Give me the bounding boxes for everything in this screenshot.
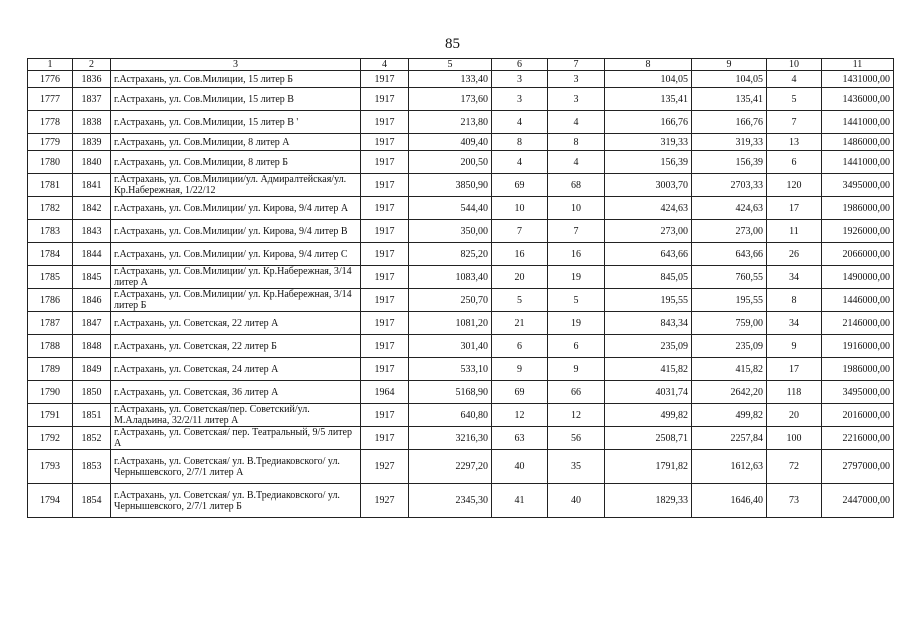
col8-cell: 273,00 xyxy=(605,220,692,243)
col6-cell: 20 xyxy=(492,266,548,289)
col9-cell: 424,63 xyxy=(692,197,767,220)
year-cell: 1917 xyxy=(361,174,409,197)
row-number-cell: 1794 xyxy=(28,484,73,518)
col10-cell: 6 xyxy=(767,151,822,174)
table-row xyxy=(28,243,894,266)
col10-cell: 26 xyxy=(767,243,822,266)
col9-cell: 156,39 xyxy=(692,151,767,174)
col9-cell: 1612,63 xyxy=(692,450,767,484)
address-cell: г.Астрахань, ул. Советская, 36 литер А xyxy=(111,381,361,404)
table-row xyxy=(28,88,894,111)
col9-cell: 759,00 xyxy=(692,312,767,335)
id-cell: 1850 xyxy=(73,381,111,404)
row-number-cell: 1783 xyxy=(28,220,73,243)
col7-cell: 4 xyxy=(548,151,605,174)
table-row xyxy=(28,151,894,174)
table-row xyxy=(28,404,894,427)
col10-cell: 17 xyxy=(767,358,822,381)
column-header: 10 xyxy=(767,59,822,71)
area-cell: 5168,90 xyxy=(409,381,492,404)
property-register-table xyxy=(27,58,894,518)
col10-cell: 7 xyxy=(767,111,822,134)
id-cell: 1847 xyxy=(73,312,111,335)
col10-cell: 13 xyxy=(767,134,822,151)
amount-cell: 1436000,00 xyxy=(822,88,894,111)
amount-cell: 3495000,00 xyxy=(822,174,894,197)
row-number-cell: 1789 xyxy=(28,358,73,381)
col9-cell: 2642,20 xyxy=(692,381,767,404)
row-number-cell: 1786 xyxy=(28,289,73,312)
col6-cell: 12 xyxy=(492,404,548,427)
table-row xyxy=(28,381,894,404)
col6-cell: 6 xyxy=(492,335,548,358)
col7-cell: 10 xyxy=(548,197,605,220)
column-number-header-row xyxy=(28,59,894,71)
id-cell: 1837 xyxy=(73,88,111,111)
col8-cell: 499,82 xyxy=(605,404,692,427)
col6-cell: 4 xyxy=(492,111,548,134)
area-cell: 350,00 xyxy=(409,220,492,243)
col8-cell: 156,39 xyxy=(605,151,692,174)
amount-cell: 1431000,00 xyxy=(822,71,894,88)
col7-cell: 3 xyxy=(548,88,605,111)
col7-cell: 12 xyxy=(548,404,605,427)
area-cell: 173,60 xyxy=(409,88,492,111)
row-number-cell: 1777 xyxy=(28,88,73,111)
column-header: 2 xyxy=(73,59,111,71)
col7-cell: 16 xyxy=(548,243,605,266)
row-number-cell: 1784 xyxy=(28,243,73,266)
col8-cell: 843,34 xyxy=(605,312,692,335)
address-cell: г.Астрахань, ул. Советская, 24 литер А xyxy=(111,358,361,381)
amount-cell: 1916000,00 xyxy=(822,335,894,358)
row-number-cell: 1778 xyxy=(28,111,73,134)
address-cell: г.Астрахань, ул. Советская, 22 литер Б xyxy=(111,335,361,358)
address-cell: г.Астрахань, ул. Сов.Милиции/ ул. Кр.Набережная, 3/14 литер А xyxy=(111,266,361,289)
col9-cell: 1646,40 xyxy=(692,484,767,518)
col6-cell: 69 xyxy=(492,381,548,404)
address-cell: г.Астрахань, ул. Сов.Милиции/ ул. Кирова, 9/4 литер А xyxy=(111,197,361,220)
col9-cell: 235,09 xyxy=(692,335,767,358)
area-cell: 250,70 xyxy=(409,289,492,312)
col10-cell: 72 xyxy=(767,450,822,484)
col10-cell: 8 xyxy=(767,289,822,312)
col10-cell: 20 xyxy=(767,404,822,427)
col7-cell: 19 xyxy=(548,312,605,335)
table-row xyxy=(28,197,894,220)
col8-cell: 415,82 xyxy=(605,358,692,381)
col7-cell: 7 xyxy=(548,220,605,243)
col6-cell: 4 xyxy=(492,151,548,174)
col9-cell: 195,55 xyxy=(692,289,767,312)
amount-cell: 2797000,00 xyxy=(822,450,894,484)
area-cell: 533,10 xyxy=(409,358,492,381)
col9-cell: 415,82 xyxy=(692,358,767,381)
address-cell: г.Астрахань, ул. Сов.Милиции/ ул. Кирова, 9/4 литер В xyxy=(111,220,361,243)
area-cell: 213,80 xyxy=(409,111,492,134)
amount-cell: 1986000,00 xyxy=(822,197,894,220)
year-cell: 1927 xyxy=(361,484,409,518)
area-cell: 640,80 xyxy=(409,404,492,427)
table-row xyxy=(28,450,894,484)
id-cell: 1844 xyxy=(73,243,111,266)
table-row xyxy=(28,289,894,312)
col8-cell: 1791,82 xyxy=(605,450,692,484)
col8-cell: 2508,71 xyxy=(605,427,692,450)
col8-cell: 424,63 xyxy=(605,197,692,220)
year-cell: 1917 xyxy=(361,111,409,134)
table-row xyxy=(28,335,894,358)
col9-cell: 760,55 xyxy=(692,266,767,289)
row-number-cell: 1785 xyxy=(28,266,73,289)
col8-cell: 195,55 xyxy=(605,289,692,312)
area-cell: 1083,40 xyxy=(409,266,492,289)
address-cell: г.Астрахань, ул. Сов.Милиции, 15 литер В xyxy=(111,88,361,111)
year-cell: 1917 xyxy=(361,404,409,427)
column-header: 7 xyxy=(548,59,605,71)
amount-cell: 1986000,00 xyxy=(822,358,894,381)
id-cell: 1848 xyxy=(73,335,111,358)
address-cell: г.Астрахань, ул. Советская/ ул. В.Тредиаковского/ ул. Чернышевского, 2/7/1 литер Б xyxy=(111,484,361,518)
column-header: 5 xyxy=(409,59,492,71)
id-cell: 1839 xyxy=(73,134,111,151)
col7-cell: 40 xyxy=(548,484,605,518)
col8-cell: 104,05 xyxy=(605,71,692,88)
col7-cell: 9 xyxy=(548,358,605,381)
column-header: 11 xyxy=(822,59,894,71)
col7-cell: 6 xyxy=(548,335,605,358)
col6-cell: 21 xyxy=(492,312,548,335)
col7-cell: 35 xyxy=(548,450,605,484)
address-cell: г.Астрахань, ул. Сов.Милиции, 15 литер В ' xyxy=(111,111,361,134)
year-cell: 1964 xyxy=(361,381,409,404)
table-row xyxy=(28,220,894,243)
table-row xyxy=(28,111,894,134)
col8-cell: 166,76 xyxy=(605,111,692,134)
column-header: 4 xyxy=(361,59,409,71)
col6-cell: 9 xyxy=(492,358,548,381)
col10-cell: 11 xyxy=(767,220,822,243)
col10-cell: 120 xyxy=(767,174,822,197)
row-number-cell: 1792 xyxy=(28,427,73,450)
row-number-cell: 1791 xyxy=(28,404,73,427)
year-cell: 1917 xyxy=(361,134,409,151)
year-cell: 1917 xyxy=(361,220,409,243)
col6-cell: 69 xyxy=(492,174,548,197)
table-row xyxy=(28,427,894,450)
col6-cell: 3 xyxy=(492,71,548,88)
col8-cell: 4031,74 xyxy=(605,381,692,404)
col10-cell: 34 xyxy=(767,266,822,289)
column-header: 9 xyxy=(692,59,767,71)
col8-cell: 845,05 xyxy=(605,266,692,289)
col6-cell: 10 xyxy=(492,197,548,220)
id-cell: 1853 xyxy=(73,450,111,484)
row-number-cell: 1793 xyxy=(28,450,73,484)
col10-cell: 73 xyxy=(767,484,822,518)
col10-cell: 5 xyxy=(767,88,822,111)
area-cell: 409,40 xyxy=(409,134,492,151)
year-cell: 1917 xyxy=(361,312,409,335)
col7-cell: 19 xyxy=(548,266,605,289)
year-cell: 1917 xyxy=(361,88,409,111)
col6-cell: 3 xyxy=(492,88,548,111)
table-row xyxy=(28,174,894,197)
row-number-cell: 1776 xyxy=(28,71,73,88)
col9-cell: 319,33 xyxy=(692,134,767,151)
col9-cell: 643,66 xyxy=(692,243,767,266)
year-cell: 1917 xyxy=(361,197,409,220)
amount-cell: 2447000,00 xyxy=(822,484,894,518)
table-row xyxy=(28,312,894,335)
column-header: 8 xyxy=(605,59,692,71)
row-number-cell: 1779 xyxy=(28,134,73,151)
col8-cell: 235,09 xyxy=(605,335,692,358)
col10-cell: 34 xyxy=(767,312,822,335)
col9-cell: 273,00 xyxy=(692,220,767,243)
col7-cell: 4 xyxy=(548,111,605,134)
col7-cell: 68 xyxy=(548,174,605,197)
amount-cell: 2066000,00 xyxy=(822,243,894,266)
amount-cell: 2146000,00 xyxy=(822,312,894,335)
address-cell: г.Астрахань, ул. Сов.Милиции/ул. Адмиралтейская/ул. Кр.Набережная, 1/22/12 xyxy=(111,174,361,197)
area-cell: 3850,90 xyxy=(409,174,492,197)
id-cell: 1851 xyxy=(73,404,111,427)
address-cell: г.Астрахань, ул. Советская, 22 литер А xyxy=(111,312,361,335)
col9-cell: 135,41 xyxy=(692,88,767,111)
amount-cell: 1446000,00 xyxy=(822,289,894,312)
col8-cell: 1829,33 xyxy=(605,484,692,518)
id-cell: 1846 xyxy=(73,289,111,312)
id-cell: 1840 xyxy=(73,151,111,174)
col7-cell: 66 xyxy=(548,381,605,404)
area-cell: 2345,30 xyxy=(409,484,492,518)
table-row xyxy=(28,358,894,381)
id-cell: 1854 xyxy=(73,484,111,518)
year-cell: 1927 xyxy=(361,450,409,484)
col6-cell: 7 xyxy=(492,220,548,243)
area-cell: 2297,20 xyxy=(409,450,492,484)
row-number-cell: 1782 xyxy=(28,197,73,220)
id-cell: 1849 xyxy=(73,358,111,381)
register-body xyxy=(28,71,894,518)
id-cell: 1852 xyxy=(73,427,111,450)
col10-cell: 17 xyxy=(767,197,822,220)
amount-cell: 1441000,00 xyxy=(822,151,894,174)
id-cell: 1838 xyxy=(73,111,111,134)
area-cell: 301,40 xyxy=(409,335,492,358)
amount-cell: 1926000,00 xyxy=(822,220,894,243)
year-cell: 1917 xyxy=(361,427,409,450)
col6-cell: 16 xyxy=(492,243,548,266)
year-cell: 1917 xyxy=(361,151,409,174)
address-cell: г.Астрахань, ул. Советская/ пер. Театральный, 9/5 литер А xyxy=(111,427,361,450)
table-row xyxy=(28,484,894,518)
area-cell: 825,20 xyxy=(409,243,492,266)
row-number-cell: 1788 xyxy=(28,335,73,358)
col7-cell: 5 xyxy=(548,289,605,312)
amount-cell: 1486000,00 xyxy=(822,134,894,151)
address-cell: г.Астрахань, ул. Сов.Милиции, 8 литер А xyxy=(111,134,361,151)
col8-cell: 319,33 xyxy=(605,134,692,151)
table-row xyxy=(28,71,894,88)
address-cell: г.Астрахань, ул. Советская/ ул. В.Тредиаковского/ ул. Чернышевского, 2/7/1 литер А xyxy=(111,450,361,484)
id-cell: 1843 xyxy=(73,220,111,243)
col8-cell: 135,41 xyxy=(605,88,692,111)
area-cell: 133,40 xyxy=(409,71,492,88)
page-number: 85 xyxy=(445,36,460,52)
amount-cell: 3495000,00 xyxy=(822,381,894,404)
amount-cell: 2016000,00 xyxy=(822,404,894,427)
amount-cell: 1441000,00 xyxy=(822,111,894,134)
address-cell: г.Астрахань, ул. Сов.Милиции, 8 литер Б xyxy=(111,151,361,174)
area-cell: 1081,20 xyxy=(409,312,492,335)
year-cell: 1917 xyxy=(361,243,409,266)
address-cell: г.Астрахань, ул. Сов.Милиции/ ул. Кирова, 9/4 литер С xyxy=(111,243,361,266)
table-row xyxy=(28,134,894,151)
id-cell: 1836 xyxy=(73,71,111,88)
col6-cell: 8 xyxy=(492,134,548,151)
area-cell: 3216,30 xyxy=(409,427,492,450)
area-cell: 200,50 xyxy=(409,151,492,174)
col7-cell: 56 xyxy=(548,427,605,450)
column-header: 1 xyxy=(28,59,73,71)
col10-cell: 4 xyxy=(767,71,822,88)
year-cell: 1917 xyxy=(361,289,409,312)
col8-cell: 3003,70 xyxy=(605,174,692,197)
year-cell: 1917 xyxy=(361,266,409,289)
column-header: 6 xyxy=(492,59,548,71)
address-cell: г.Астрахань, ул. Советская/пер. Советский/ул. М.Аладьина, 32/2/11 литер А xyxy=(111,404,361,427)
id-cell: 1842 xyxy=(73,197,111,220)
row-number-cell: 1781 xyxy=(28,174,73,197)
id-cell: 1845 xyxy=(73,266,111,289)
col10-cell: 100 xyxy=(767,427,822,450)
address-cell: г.Астрахань, ул. Сов.Милиции, 15 литер Б xyxy=(111,71,361,88)
table-row xyxy=(28,266,894,289)
year-cell: 1917 xyxy=(361,335,409,358)
year-cell: 1917 xyxy=(361,71,409,88)
col9-cell: 2257,84 xyxy=(692,427,767,450)
amount-cell: 2216000,00 xyxy=(822,427,894,450)
col9-cell: 166,76 xyxy=(692,111,767,134)
amount-cell: 1490000,00 xyxy=(822,266,894,289)
col6-cell: 63 xyxy=(492,427,548,450)
col7-cell: 3 xyxy=(548,71,605,88)
col10-cell: 118 xyxy=(767,381,822,404)
id-cell: 1841 xyxy=(73,174,111,197)
col6-cell: 5 xyxy=(492,289,548,312)
col7-cell: 8 xyxy=(548,134,605,151)
col6-cell: 41 xyxy=(492,484,548,518)
row-number-cell: 1790 xyxy=(28,381,73,404)
col8-cell: 643,66 xyxy=(605,243,692,266)
col6-cell: 40 xyxy=(492,450,548,484)
column-header: 3 xyxy=(111,59,361,71)
col10-cell: 9 xyxy=(767,335,822,358)
col9-cell: 2703,33 xyxy=(692,174,767,197)
col9-cell: 499,82 xyxy=(692,404,767,427)
year-cell: 1917 xyxy=(361,358,409,381)
row-number-cell: 1780 xyxy=(28,151,73,174)
address-cell: г.Астрахань, ул. Сов.Милиции/ ул. Кр.Набережная, 3/14 литер Б xyxy=(111,289,361,312)
area-cell: 544,40 xyxy=(409,197,492,220)
row-number-cell: 1787 xyxy=(28,312,73,335)
col9-cell: 104,05 xyxy=(692,71,767,88)
